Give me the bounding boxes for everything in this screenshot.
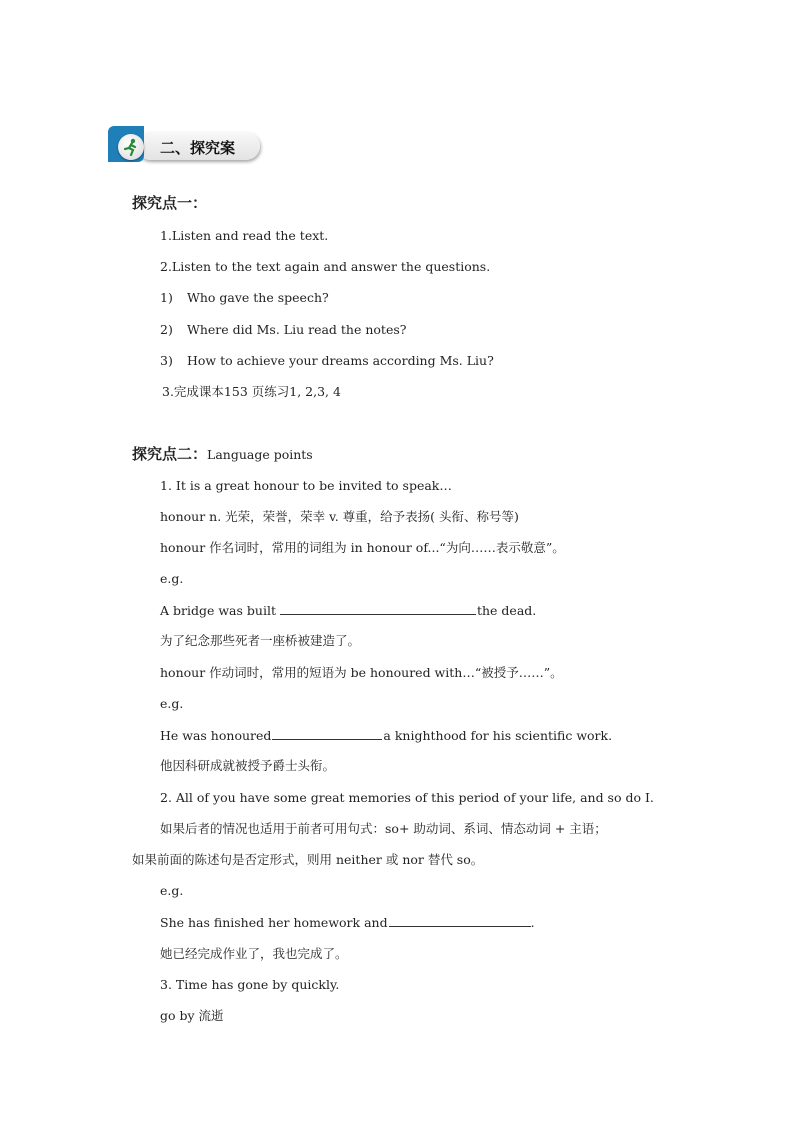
lp-line: 1. It is a great honour to be invited to speak…: [160, 478, 452, 493]
lp-line: 她已经完成作业了，我也完成了。: [160, 946, 348, 961]
fill-in-sentence: [160, 914, 535, 931]
runner-icon: [118, 134, 144, 160]
sentence-end: the dead.: [476, 603, 537, 618]
lp-line: 如果前面的陈述句是否定形式，则用 neither 或 nor 替代 so。: [132, 852, 484, 867]
question-number: 2): [160, 322, 173, 337]
lp-line: go by 流逝: [160, 1008, 224, 1023]
fill-in-sentence: [160, 602, 536, 619]
lp-line: 3. Time has gone by quickly.: [160, 977, 340, 992]
sentence-end: .: [530, 915, 535, 930]
lp-line: honour 作动词时，常用的短语为 be honoured with…“被授予……”。: [160, 665, 563, 680]
point1-exercise: 3.完成课本153 页练习1, 2,3, 4: [162, 384, 341, 399]
answer-blank[interactable]: [272, 727, 382, 740]
sentence-start: A bridge was built: [160, 603, 276, 618]
answer-blank[interactable]: [280, 602, 476, 615]
lp-line: 他因科研成就被授予爵士头衔。: [160, 758, 336, 773]
point2-heading-row: [132, 446, 313, 463]
question-text: How to achieve your dreams according Ms. Liu?: [187, 353, 494, 368]
lp-line: 2. All of you have some great memories of this period of your life, and so do I.: [160, 790, 654, 805]
lp-line: e.g.: [160, 883, 184, 898]
lp-line: 如果后者的情况也适用于前者可用句式：so+ 助动词、系词、情态动词 + 主语；: [160, 821, 607, 836]
question-text: Where did Ms. Liu read the notes?: [187, 322, 407, 337]
point1-item-1: 1.Listen and read the text.: [160, 228, 329, 243]
lp-line: e.g.: [160, 696, 184, 711]
question-number: 1): [160, 290, 173, 305]
answer-blank[interactable]: [389, 914, 531, 927]
lp-line: 为了纪念那些死者一座桥被建造了。: [160, 633, 361, 648]
fill-in-sentence: [160, 727, 612, 744]
point2-heading-suffix: Language points: [207, 447, 313, 462]
question-text: Who gave the speech?: [187, 290, 329, 305]
section-title: 二、探究案: [160, 139, 236, 157]
lp-line: honour 作名词时，常用的词组为 in honour of...“为向……表示敬意”。: [160, 540, 565, 555]
sentence-start: She has finished her homework and: [160, 915, 388, 930]
lp-line: e.g.: [160, 571, 184, 586]
sentence-start: He was honoured: [160, 728, 272, 743]
section-title-pill: [136, 132, 260, 160]
point1-heading: 探究点一：: [132, 194, 208, 212]
question-number: 3): [160, 353, 173, 368]
section-header-badge: [108, 126, 262, 166]
lp-line: honour n. 光荣，荣誉，荣幸 v. 尊重，给予表扬( 头衔、称号等): [160, 509, 519, 524]
sentence-end: a knighthood for his scientific work.: [383, 728, 613, 743]
point2-heading: 探究点二：: [132, 445, 208, 463]
point1-item-2: 2.Listen to the text again and answer the questions.: [160, 259, 491, 274]
